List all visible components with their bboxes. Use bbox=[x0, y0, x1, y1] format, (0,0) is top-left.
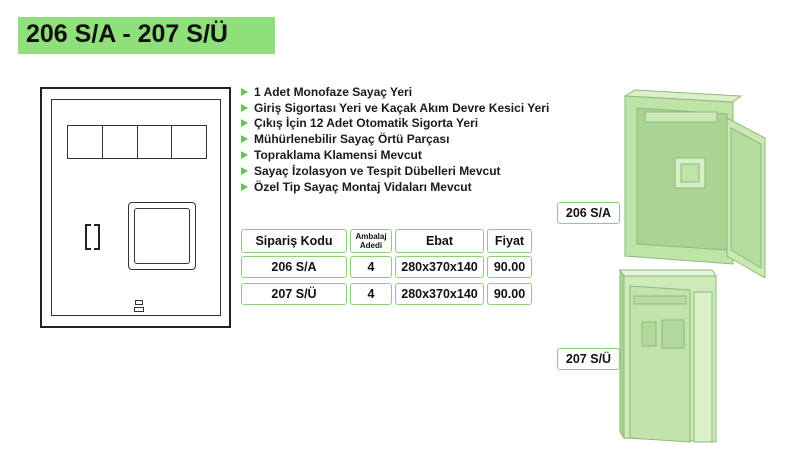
feature-text: 1 Adet Monofaze Sayaç Yeri bbox=[254, 84, 413, 99]
feature-item bbox=[241, 131, 549, 147]
lock-icon bbox=[134, 307, 144, 312]
fuse-slot bbox=[172, 126, 206, 158]
feature-text: Mühürlenebilir Sayaç Örtü Parçası bbox=[254, 132, 450, 147]
technical-drawing bbox=[40, 87, 231, 328]
feature-text: Özel Tip Sayaç Montaj Vidaları Mevcut bbox=[254, 179, 472, 194]
bullet-arrow-icon bbox=[241, 119, 248, 127]
bullet-arrow-icon bbox=[241, 104, 248, 112]
product-label-207: 207 S/Ü bbox=[557, 348, 620, 370]
row-size: 280x370x140 bbox=[395, 283, 484, 305]
row-code: 207 S/Ü bbox=[241, 283, 347, 305]
bullet-arrow-icon bbox=[241, 151, 248, 159]
row-code: 206 S/A bbox=[241, 256, 347, 278]
feature-item bbox=[241, 84, 549, 100]
feature-text: Sayaç İzolasyon ve Tespit Dübelleri Mevcut bbox=[254, 163, 501, 178]
product-label-206: 206 S/A bbox=[557, 202, 620, 224]
row-qty: 4 bbox=[350, 283, 392, 305]
feature-item bbox=[241, 179, 549, 195]
bullet-arrow-icon bbox=[241, 135, 248, 143]
terminal-bracket-right bbox=[94, 224, 100, 250]
meter-window-inner bbox=[134, 208, 190, 264]
feature-text: Giriş Sigortası Yeri ve Kaçak Akım Devre Kesici Yeri bbox=[254, 100, 550, 115]
bullet-arrow-icon bbox=[241, 88, 248, 96]
feature-item bbox=[241, 116, 549, 132]
fuse-slot bbox=[103, 126, 138, 158]
product-image-207 bbox=[612, 262, 722, 447]
feature-list bbox=[241, 84, 549, 195]
terminal-bracket-left bbox=[85, 224, 91, 250]
bullet-arrow-icon bbox=[241, 183, 248, 191]
header-package-qty bbox=[350, 229, 392, 253]
feature-text: Çıkış İçin 12 Adet Otomatik Sigorta Yeri bbox=[254, 116, 479, 131]
row-price: 90.00 bbox=[487, 283, 532, 305]
header-price: Fiyat bbox=[487, 229, 532, 253]
feature-item bbox=[241, 163, 549, 179]
row-price: 90.00 bbox=[487, 256, 532, 278]
header-size: Ebat bbox=[395, 229, 484, 253]
header-package-qty-line1: Ambalaj bbox=[355, 232, 387, 241]
fuse-slot bbox=[68, 126, 103, 158]
lock-icon bbox=[135, 300, 143, 305]
drawing-inner-frame bbox=[51, 99, 221, 316]
fuse-slot bbox=[138, 126, 173, 158]
title-banner bbox=[18, 17, 275, 54]
product-image-206 bbox=[615, 88, 775, 278]
page-title: 206 S/A - 207 S/Ü bbox=[26, 20, 228, 48]
feature-text: Topraklama Klamensi Mevcut bbox=[254, 148, 422, 163]
meter-window bbox=[128, 202, 196, 270]
header-order-code: Sipariş Kodu bbox=[241, 229, 347, 253]
row-qty: 4 bbox=[350, 256, 392, 278]
bullet-arrow-icon bbox=[241, 167, 248, 175]
feature-item bbox=[241, 147, 549, 163]
row-size: 280x370x140 bbox=[395, 256, 484, 278]
fuse-slots bbox=[67, 125, 207, 159]
header-package-qty-line2: Adedi bbox=[359, 241, 383, 250]
feature-item bbox=[241, 100, 549, 116]
